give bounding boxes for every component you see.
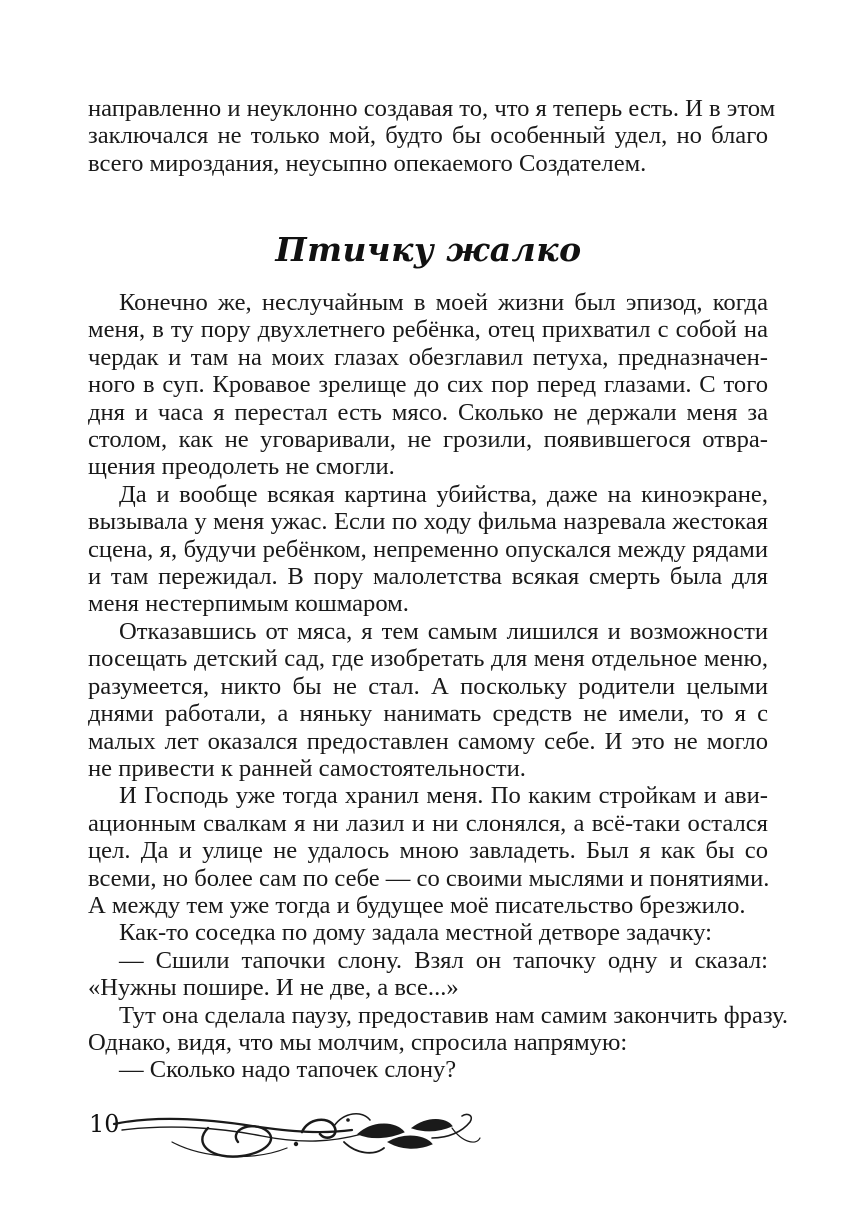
paragraph: [88, 1056, 768, 1083]
text-line: ного в суп. Кровавое зрелище до сих пор перед глазами. С того: [88, 371, 768, 399]
text-line: «Нужны пошире. И не две, а все...»: [88, 974, 459, 1002]
text-line: щения преодолеть не смогли.: [88, 453, 395, 481]
text-line: дня и часа я перестал есть мясо. Сколько не держали меня за: [88, 398, 768, 426]
text-line: столом, как не уговаривали, не грозили, появившегося отвра-: [88, 426, 768, 454]
paragraph: [88, 618, 768, 782]
text-line: не привести к ранней самостоятельности.: [88, 754, 526, 782]
text-line: Да и вообще всякая картина убийства, даже на киноэкране,: [119, 480, 768, 508]
text-line: Отказавшись от мяса, я тем самым лишился и возможности: [119, 617, 768, 645]
paragraph: [88, 1001, 789, 1057]
text-line: — Сшили тапочки слону. Взял он тапочку одну и сказал:: [119, 946, 768, 974]
paragraph: [88, 782, 768, 919]
text-line: днями работали, а няньку нанимать средств не имели, то я с: [88, 700, 768, 728]
text-line: А между тем уже тогда и будущее моё писательство брезжило.: [88, 891, 746, 919]
text-line: чердак и там на моих глазах обезглавил петуха, предназначен-: [88, 343, 768, 371]
paragraph: [88, 947, 768, 1002]
text-line: Однако, видя, что мы молчим, спросила напрямую:: [88, 1028, 628, 1056]
paragraph: [88, 481, 768, 618]
text-line: малых лет оказался предоставлен самому себе. И это не могло: [88, 727, 768, 755]
text-line: — Сколько надо тапочек слону?: [119, 1056, 457, 1084]
paragraph: [88, 919, 768, 946]
text-line: Тут она сделала паузу, предоставив нам самим закончить фразу.: [119, 1001, 789, 1029]
text-line: заключался не только мой, будто бы особенный удел, но благо: [88, 122, 768, 150]
text-line: вызывала у меня ужас. Если по ходу фильма назревала жестокая: [88, 508, 768, 536]
chapter-body: [88, 289, 789, 1084]
text-line: И Господь уже тогда хранил меня. По каким стройкам и ави-: [119, 782, 768, 810]
chapter-title: Птичку жалко: [275, 230, 582, 269]
paragraph: [88, 289, 768, 481]
text-line: сцена, я, будучи ребёнком, непременно опускался между рядами: [88, 535, 768, 563]
text-line: посещать детский сад, где изобретать для меня отдельное меню,: [88, 645, 768, 673]
text-line: цел. Да и улице не удалось мною завладеть. Был я как бы со: [88, 837, 768, 865]
intro-paragraph: [88, 95, 776, 177]
text-line: Как-то соседка по дому задала местной детворе задачку:: [119, 919, 713, 947]
text-line: всеми, но более сам по себе — со своими мыслями и понятиями.: [88, 864, 770, 892]
text-line: всего мироздания, неусыпно опекаемого Создателем.: [88, 149, 647, 177]
text-line: и там пережидал. В пору малолетства всякая смерть была для: [88, 563, 768, 591]
text-line: меня нестерпимым кошмаром.: [88, 590, 409, 618]
page-number: 10: [89, 1110, 120, 1138]
text-line: меня, в ту пору двухлетнего ребёнка, отец прихватил с собой на: [88, 316, 768, 344]
flourish-ornament-icon: [112, 1098, 482, 1168]
text-line: ационным свалкам я ни лазил и ни слонялся, а всё-таки остался: [88, 809, 768, 837]
text-line: Конечно же, неслучайным в моей жизни был эпизод, когда: [119, 289, 768, 316]
text-line: разумеется, никто бы не стал. А поскольку родители целыми: [88, 672, 768, 700]
text-line: направленно и неуклонно создавая то, что я теперь есть. И в этом: [88, 95, 776, 122]
